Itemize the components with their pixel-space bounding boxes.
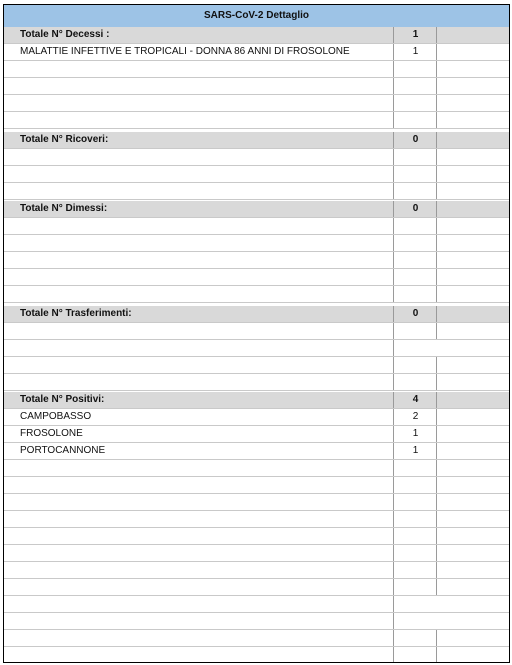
empty-row (4, 460, 509, 477)
empty-row (4, 562, 509, 579)
section-trasferimenti-header (4, 306, 509, 323)
empty-row (4, 596, 509, 613)
section-label: Totale N° Dimessi: (20, 203, 108, 214)
empty-row (4, 235, 509, 252)
empty-row (4, 511, 509, 528)
empty-row (4, 374, 509, 391)
table-row (4, 409, 509, 426)
section-total: 0 (393, 201, 437, 217)
table-row (4, 443, 509, 460)
empty-row (4, 95, 509, 112)
item-count: 1 (393, 44, 437, 60)
sheet-title: SARS-CoV-2 Dettaglio (4, 5, 509, 28)
empty-row (4, 647, 509, 663)
section-total: 1 (393, 27, 437, 43)
empty-row (4, 78, 509, 95)
item-name: MALATTIE INFETTIVE E TROPICALI - DONNA 86 ANNI DI FROSOLONE (20, 46, 350, 57)
empty-cell (436, 201, 509, 217)
empty-row (4, 269, 509, 286)
empty-cell (436, 409, 509, 425)
empty-cell (436, 443, 509, 459)
empty-row (4, 545, 509, 562)
empty-cell (436, 392, 509, 408)
empty-cell (436, 44, 509, 60)
section-positivi-header (4, 392, 509, 409)
empty-row (4, 61, 509, 78)
empty-row (4, 149, 509, 166)
section-ricoveri-header (4, 132, 509, 149)
empty-cell (436, 132, 509, 148)
empty-row (4, 166, 509, 183)
item-name: PORTOCANNONE (20, 445, 106, 456)
section-label: Totale N° Ricoveri: (20, 134, 109, 145)
empty-row (4, 528, 509, 545)
empty-row (4, 252, 509, 269)
empty-row (4, 218, 509, 235)
section-dimessi-header (4, 201, 509, 218)
empty-row (4, 286, 509, 303)
empty-cell (436, 27, 509, 43)
empty-row (4, 494, 509, 511)
empty-row (4, 183, 509, 200)
table-row (4, 44, 509, 61)
section-label: Totale N° Decessi : (20, 29, 110, 40)
empty-row (4, 112, 509, 129)
item-count: 2 (393, 409, 437, 425)
empty-row (4, 579, 509, 596)
empty-row (4, 477, 509, 494)
table-row (4, 426, 509, 443)
item-count: 1 (393, 443, 437, 459)
item-name: CAMPOBASSO (20, 411, 92, 422)
section-decessi-header (4, 27, 509, 44)
section-total: 0 (393, 306, 437, 322)
section-total: 4 (393, 392, 437, 408)
item-name: FROSOLONE (20, 428, 83, 439)
empty-row (4, 357, 509, 374)
empty-row (4, 613, 509, 630)
section-label: Totale N° Trasferimenti: (20, 308, 132, 319)
spreadsheet (3, 4, 510, 663)
section-label: Totale N° Positivi: (20, 394, 105, 405)
empty-row (4, 323, 509, 340)
empty-row (4, 630, 509, 647)
empty-cell (436, 426, 509, 442)
item-count: 1 (393, 426, 437, 442)
section-total: 0 (393, 132, 437, 148)
empty-row (4, 340, 509, 357)
empty-cell (436, 306, 509, 322)
